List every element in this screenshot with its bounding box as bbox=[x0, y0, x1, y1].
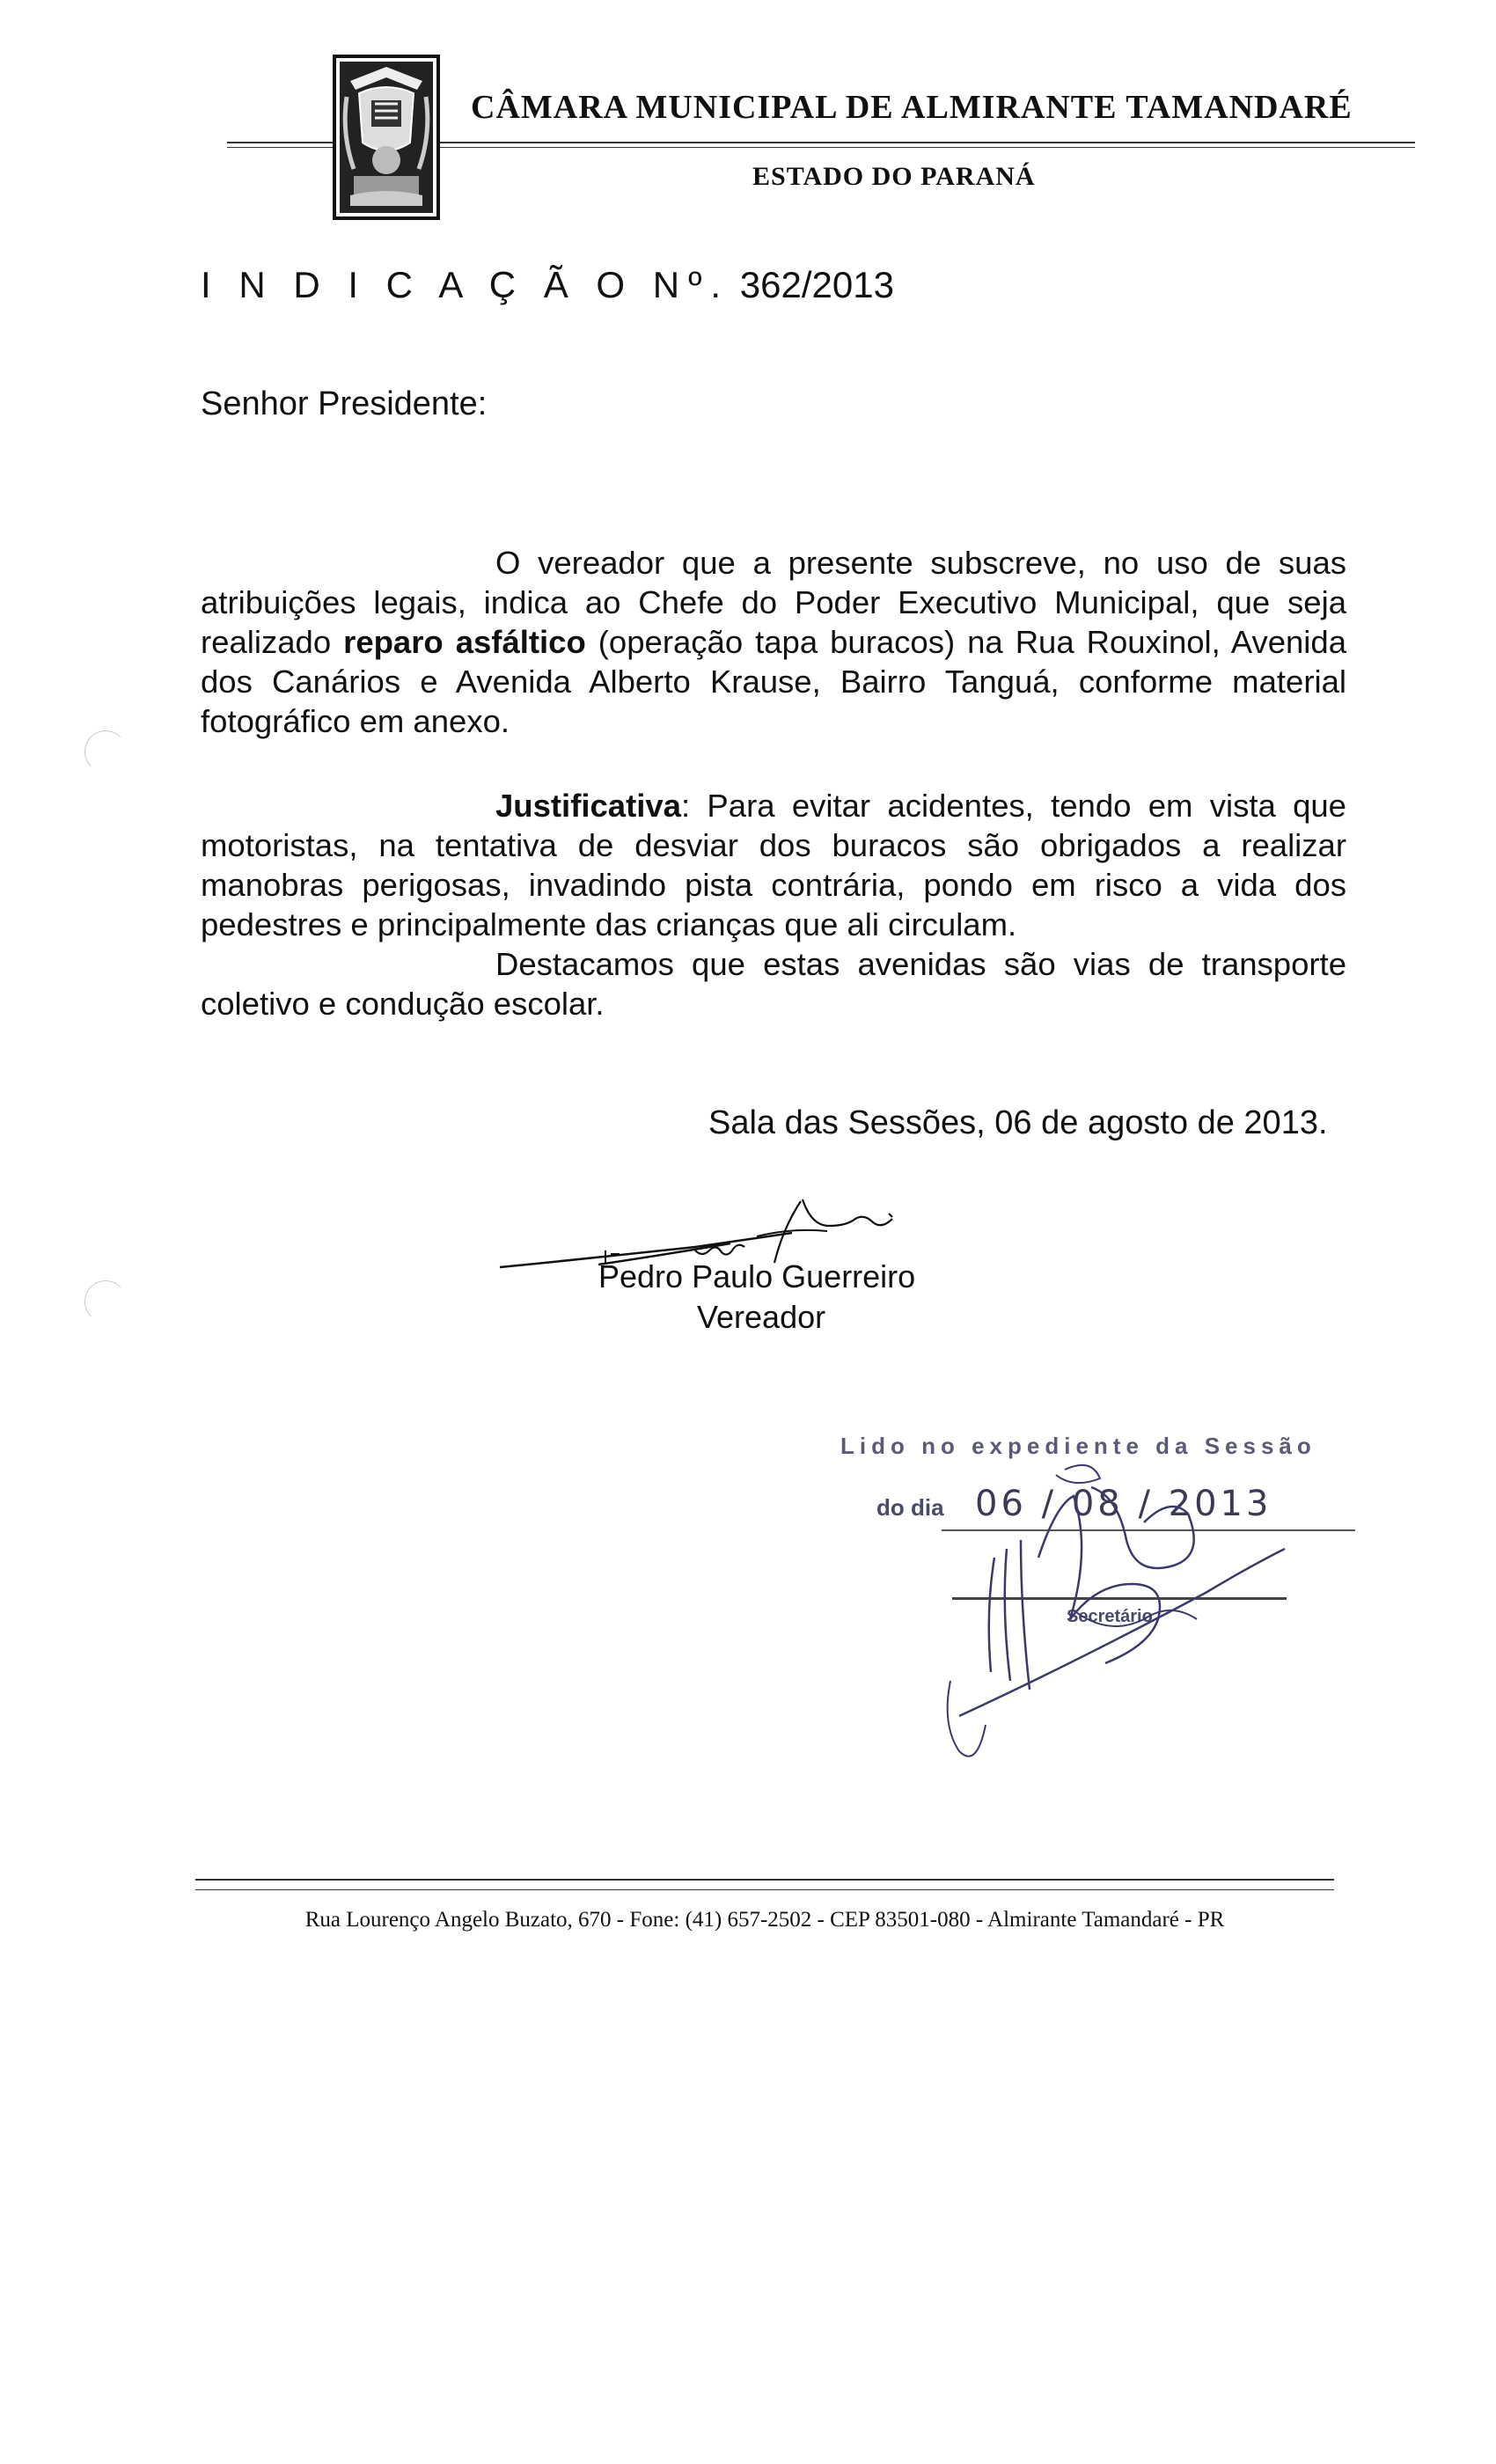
justification-text: : Para evitar acidentes, tendo em vista que motoristas, na tentativa de desviar dos buracos são obrigados a realizar manobras perigosas, invadindo pista contrária, pondo em risco a vida dos pedestres e principalmente das crianças que ali circulam. bbox=[201, 788, 1346, 942]
paragraph-request-text-b: (operação tapa buracos) na Rua Rouxinol, Avenida dos Canários e Avenida Alberto Krause, Bairro Tanguá, conforme material fotográfico em anexo. bbox=[201, 624, 1347, 739]
indication-label: I N D I C A Ç Ã O Nº. bbox=[201, 264, 730, 305]
place-date: Sala das Sessões, 06 de agosto de 2013. bbox=[708, 1104, 1328, 1141]
paragraph-note-text: Destacamos que estas avenidas são vias de transporte coletivo e condução escolar. bbox=[201, 946, 1346, 1022]
paragraph-request bbox=[201, 543, 1346, 741]
stamp-date-month: 08 bbox=[1071, 1484, 1124, 1524]
punch-hole-mark bbox=[84, 1280, 127, 1323]
indication-heading bbox=[201, 264, 894, 306]
stamp-date-day: 06 bbox=[975, 1484, 1027, 1524]
municipal-crest-icon bbox=[333, 55, 440, 220]
stamp-date-year: 2013 bbox=[1168, 1484, 1272, 1524]
footer-rule-top bbox=[195, 1879, 1334, 1881]
stamp-dia-label: do dia bbox=[876, 1494, 944, 1521]
punch-hole-mark bbox=[84, 730, 127, 773]
footer-address: Rua Lourenço Angelo Buzato, 670 - Fone: (41) 657-2502 - CEP 83501-080 - Almirante Tamandaré - PR bbox=[304, 1908, 1225, 1932]
chamber-name: CÂMARA MUNICIPAL DE ALMIRANTE TAMANDARÉ bbox=[471, 89, 1353, 126]
paragraph-justification bbox=[201, 786, 1346, 944]
indication-number: 362/2013 bbox=[739, 264, 894, 305]
paragraph-request-bold: reparo asfáltico bbox=[343, 624, 586, 660]
stamp-date: 06 / 08 / 2013 bbox=[975, 1484, 1272, 1524]
state-name: ESTADO DO PARANÁ bbox=[752, 162, 1036, 191]
signer-name: Pedro Paulo Guerreiro bbox=[598, 1258, 916, 1294]
footer-rule-bottom bbox=[195, 1889, 1334, 1890]
salutation: Senhor Presidente: bbox=[201, 385, 488, 422]
stamp-expediente-text: Lido no expediente da Sessão bbox=[840, 1433, 1316, 1459]
stamp-handwritten-signature bbox=[915, 1452, 1373, 1786]
paragraph-note bbox=[201, 944, 1346, 1023]
signer-role: Vereador bbox=[697, 1299, 826, 1335]
paragraph-request-text-a: O vereador que a presente subscreve, no uso de suas atribuições legais, indica ao Chefe do Poder Executivo Municipal, que seja realizado bbox=[201, 545, 1346, 660]
justification-label: Justificativa bbox=[495, 788, 681, 824]
stamp-role: Secretário bbox=[1067, 1607, 1153, 1626]
